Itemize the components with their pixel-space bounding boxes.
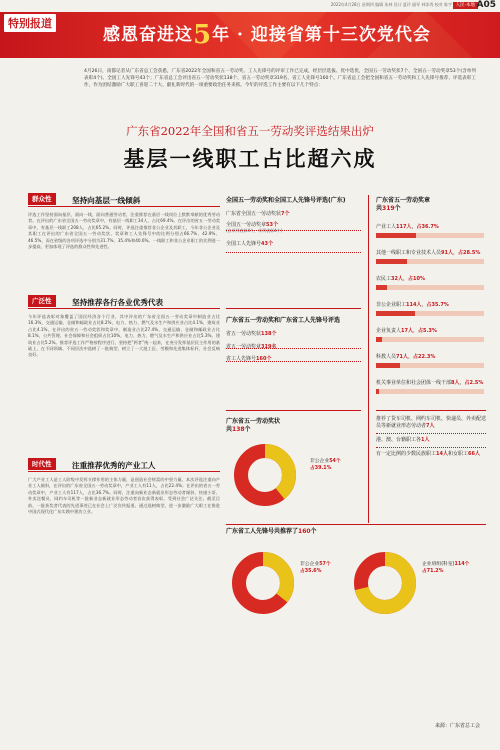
medal-bar-category: 机关事业单位和社会团体一线干部 xyxy=(376,380,452,386)
section-divider xyxy=(28,206,220,207)
vanguard-right-name: 企业班组(科室) xyxy=(422,562,455,567)
award-donut xyxy=(230,440,300,510)
medal-bar-label xyxy=(376,302,488,309)
provincial-item-value: 160个 xyxy=(256,356,272,362)
medal-bar-fill xyxy=(376,337,382,342)
medal-bar-fill xyxy=(376,363,400,368)
section-title-mass: 坚持向基层一线倾斜 xyxy=(72,196,141,205)
medal-bar-category: 企业负责人 xyxy=(376,328,402,334)
medal-bar-track xyxy=(376,285,484,290)
provincial-item-label: 省五一劳动奖章 xyxy=(226,343,262,350)
medal-bar-label xyxy=(376,250,488,257)
medal-extra-1 xyxy=(376,416,486,429)
banner-title xyxy=(103,20,431,50)
panel-medal xyxy=(376,197,486,213)
medal-bar-pct: 占2.5% xyxy=(464,380,484,386)
panel-award-total xyxy=(226,426,361,434)
section-divider xyxy=(28,308,220,309)
banner-title-post: 年 · 迎接省第十三次党代会 xyxy=(212,25,431,45)
medal-bar-pct: 占28.5% xyxy=(458,250,481,256)
medal-extra-text: 有一定比例的少数民族职工 xyxy=(376,451,437,457)
source-credit: 来源：广东省总工会 xyxy=(434,723,480,729)
medal-bar-separator: ， xyxy=(412,328,418,334)
dotted-divider xyxy=(376,433,486,434)
medal-bar-label xyxy=(376,224,488,231)
medal-bar-separator: ， xyxy=(459,380,465,386)
headline-title: 基层一线职工占比超六成 xyxy=(123,146,377,171)
vanguard-title-unit: 个 xyxy=(310,528,317,535)
medal-extra-text: 推荐了货车司机、网约车司机、快递员、外卖配送员等新就业形态劳动者 xyxy=(376,416,487,429)
medal-bar-category: 科教人员 xyxy=(376,354,397,360)
page-number: A05 xyxy=(476,0,496,10)
award-total-value: 138 xyxy=(232,426,245,433)
panel-award xyxy=(226,418,361,434)
provincial-item-value: 319名 xyxy=(261,343,277,350)
section-tag-broad: 广泛性 xyxy=(28,295,56,307)
medal-bar-pct: 占5.3% xyxy=(418,328,437,334)
panel-award-title: 广东省五一劳动奖状 xyxy=(226,418,281,425)
vanguard-left-name: 非公企业 xyxy=(300,562,320,567)
section-title-era: 注重推荐优秀的产业工人 xyxy=(72,461,156,470)
medal-bar-value: 114人 xyxy=(406,302,422,308)
medal-total-value: 319 xyxy=(382,205,395,212)
panel-vanguard-title xyxy=(226,528,317,536)
section-text-broad: 今年评选表彰对象覆盖了国民经济各个行业，其中评出的广东省全国五一劳动奖章中制造业占比16.3%，交通运输、仓储和邮政业占比8.2%，电力、热力、燃气及水生产和供应业占比4.1%，建筑业占比4.1%，在评出的省五一劳动奖状和奖章中，制造业占比27.4%，交通运输、仓储和邮政业占比8.1%，公共管理、社会保障和社会组织占比10%，电力、热力、燃气及水生产和供应业占比5.3%，建筑业占比5.2%。推荐评选工作严格按程序进行，坚持把“两者”统一起来，在充分发挥基层民主作用的基础上，在不同领域、不同层次中选树了一批典型，树立了一大批工匠、劳模和先进集体标杆，社会反响良好。 xyxy=(28,314,220,358)
vanguard-title-prefix: 广东省工人先锋号共推荐了 xyxy=(226,528,299,535)
panel-national xyxy=(226,197,361,247)
award-total-prefix: 共 xyxy=(226,426,233,433)
award-donut-label xyxy=(310,459,341,472)
medal-bar-label xyxy=(376,328,488,335)
medal-bar-value: 71人 xyxy=(396,354,408,360)
dotted-divider xyxy=(226,252,361,253)
national-item-label: 全国工人先锋号 xyxy=(226,240,262,247)
national-item-value: 7个 xyxy=(281,211,290,217)
vanguard-right-label xyxy=(422,562,469,575)
section-banner xyxy=(0,12,500,58)
panel-provincial-title: 广东省五一劳动奖和广东省工人先锋号评选 xyxy=(226,317,341,324)
vanguard-left-value: 57个 xyxy=(319,562,331,567)
panel-divider xyxy=(226,524,486,525)
header-info: 2022年4月28日 星期四 编辑 朱林 设计 夏玲 副导 林添秀 校对 陈宇 xyxy=(330,2,452,7)
panel-national-title: 全国五一劳动奖和全国工人先锋号评选(广东) xyxy=(226,197,346,204)
medal-bar-label xyxy=(376,276,488,283)
national-item xyxy=(226,211,361,218)
section-tag: 特别报道 xyxy=(4,14,56,32)
panel-medal-title: 广东省五一劳动奖章 xyxy=(376,197,431,204)
panel-medal-total xyxy=(376,205,486,213)
medal-bar-separator: ， xyxy=(407,354,413,360)
medal-bar-label xyxy=(376,354,488,361)
provincial-item-label: 省五一劳动奖状 xyxy=(226,331,262,337)
provincial-item-label: 省工人先锋号 xyxy=(226,356,257,362)
medal-bar-category: 产业工人 xyxy=(376,224,397,230)
banner-title-number: 5 xyxy=(193,20,213,50)
medal-bar-fill xyxy=(376,259,407,264)
medal-bar-pct: 占36.7% xyxy=(416,224,439,230)
panel-divider xyxy=(226,308,361,309)
panel-divider xyxy=(226,410,361,411)
lead-paragraph: 4月26日，南都记者从广东省总工会获悉，广东省2022年全国和省五一劳动奖、工人先锋号的评审工作已完成，经层层选拔、优中选优，全国五一劳动奖状7个、全国五一劳动奖章53个(含单列表彰4个)、全国工人先锋号43个；广东省总工会评出省五一劳动奖状138个、省五一劳动奖章319名、省工人先锋号160个。广东省总工会把全国和省五一劳动奖和工人先锋号推荐、评选表彰工作，作为团结激励广大职工喜迎二十大、献礼新时代的一项重要政治任务来抓。今年的评选工作主要有以下几个特点： xyxy=(84,69,476,88)
column-divider xyxy=(368,195,369,523)
medal-extra-tail: 和女职工 xyxy=(447,451,468,457)
medal-bar-category: 农民工 xyxy=(376,276,392,282)
medal-bar-value: 32人 xyxy=(391,276,403,282)
medal-extra-value: 1人 xyxy=(421,437,430,443)
national-item-value: 43个 xyxy=(261,240,273,247)
banner-title-pre: 感恩奋进这 xyxy=(103,25,193,45)
vanguard-left-pct: 占35.6% xyxy=(300,568,322,574)
award-slice-value: 54个 xyxy=(329,459,341,464)
medal-bar-separator: ， xyxy=(452,250,458,256)
medal-bar-fill xyxy=(376,311,415,316)
award-slice-label: 非公企业 xyxy=(310,459,330,464)
medal-total-unit: 个 xyxy=(394,205,401,212)
vanguard-title-value: 160 xyxy=(298,528,311,535)
national-item-note: (含单列表彰4个，单列表彰4个) xyxy=(226,228,283,233)
panel-provincial xyxy=(226,317,361,363)
header-tag: 人民·本地 xyxy=(453,2,478,9)
section-title-broad: 坚持推荐各行各业优秀代表 xyxy=(72,298,164,307)
vanguard-right-pct: 占71.2% xyxy=(422,568,444,574)
vanguard-right-value: 114个 xyxy=(454,562,470,567)
medal-bar-fill xyxy=(376,285,387,290)
medal-bar-value: 8人 xyxy=(451,380,460,386)
medal-bar-track xyxy=(376,389,484,394)
medal-bar-fill xyxy=(376,389,379,394)
vanguard-donut-right xyxy=(350,548,420,618)
dotted-divider xyxy=(376,447,486,448)
medal-extra-2 xyxy=(376,437,486,444)
award-slice-pct: 占39.1% xyxy=(310,465,332,471)
medal-extra-text: 港、澳、台籍职工各 xyxy=(376,437,422,443)
medal-extra-value: 14人 xyxy=(436,451,448,457)
medal-total-prefix: 共 xyxy=(376,205,383,212)
medal-bar-value: 17人 xyxy=(401,328,413,334)
medal-bar-pct: 占35.7% xyxy=(426,302,449,308)
national-item-value: 53个 xyxy=(266,221,278,228)
medal-bar-pct: 占22.3% xyxy=(413,354,436,360)
medal-bar-category: 非公企业职工 xyxy=(376,302,407,308)
section-tag-mass: 群众性 xyxy=(28,193,56,205)
medal-extra-value2: 66人 xyxy=(468,451,480,457)
medal-bar-value: 91人 xyxy=(441,250,453,256)
medal-bar-pct: 占10% xyxy=(408,276,425,282)
vanguard-donut-left xyxy=(228,548,298,618)
national-item-label: 全国五一劳动奖章 xyxy=(226,221,267,228)
section-tag-era: 时代性 xyxy=(28,458,56,470)
national-item-label: 广东省全国五一劳动奖状 xyxy=(226,211,282,217)
provincial-item xyxy=(226,331,361,338)
medal-bar-label xyxy=(376,380,488,387)
section-text-mass: 评选工作坚持面向基层、面向一线，面向普通劳动者，注重推荐在基层一线岗位上默默奉献的优秀劳动者。在评出的广东省全国五一劳动奖章中，有基层一线职工34人，占比69.4%。在评出的省五一劳动奖章中，有基层一线职工208人，占比65.2%。同时，评选注重推荐非公企业及其职工，今年非公企业及其职工在评出的广东省全国五一劳动奖状、奖章和工人先锋号中的比例分别占66.7%、42.9%、46.5%，而在省级的各项评选中分别为31.7%、35.4%和40.6%。一线职工和非公企业职工的比例进一步提高，更加体现了评选的群众性和先进性。 xyxy=(28,212,220,250)
provincial-item-value: 138个 xyxy=(261,331,277,337)
dotted-divider xyxy=(226,361,361,362)
section-text-era: 广大产业工人是工人阶级中发挥支撑作用的主体力量，是创造社会财富的中坚力量。本次评选注重向产业工人倾斜，在评出的广东省全国五一劳动奖章中，产业工人有11人，占比22.4%；在评出的省五一劳动奖章中，产业工人有117人，占比36.7%。同时，注重向新业态新就业形态劳动者倾斜，快递小哥、外卖送餐员、网约车司机等一批新业态新就业形态劳动者首次获得表彰，受到社会广泛关注。截至目前，一批获奖者代表的先进事迹已在社会上广泛宣传报道。通过选树典型，进一步激励广大职工在推进中国式现代化广东实践中建功立业。 xyxy=(28,477,220,515)
provincial-item xyxy=(226,344,361,351)
national-item xyxy=(226,241,361,248)
medal-bar-separator: ， xyxy=(402,276,408,282)
medal-bar-value: 117人 xyxy=(396,224,412,230)
award-total-unit: 个 xyxy=(244,426,251,433)
page-header xyxy=(0,0,500,12)
medal-extra-3 xyxy=(376,451,486,458)
vanguard-left-label xyxy=(300,562,331,575)
medal-bar-track xyxy=(376,337,484,342)
section-divider xyxy=(28,471,220,472)
medal-bar-category: 其他一线职工和专业技术人员 xyxy=(376,250,442,256)
panel-divider xyxy=(376,410,486,411)
medal-bar-separator: ， xyxy=(411,224,417,230)
dotted-divider xyxy=(226,348,361,349)
medal-bar-fill xyxy=(376,233,416,238)
medal-extra-value: 7人 xyxy=(426,422,435,429)
dotted-divider xyxy=(226,230,361,231)
medal-bar-separator: ， xyxy=(421,302,427,308)
headline-subtitle: 广东省2022年全国和省五一劳动奖评选结果出炉 xyxy=(126,124,374,138)
